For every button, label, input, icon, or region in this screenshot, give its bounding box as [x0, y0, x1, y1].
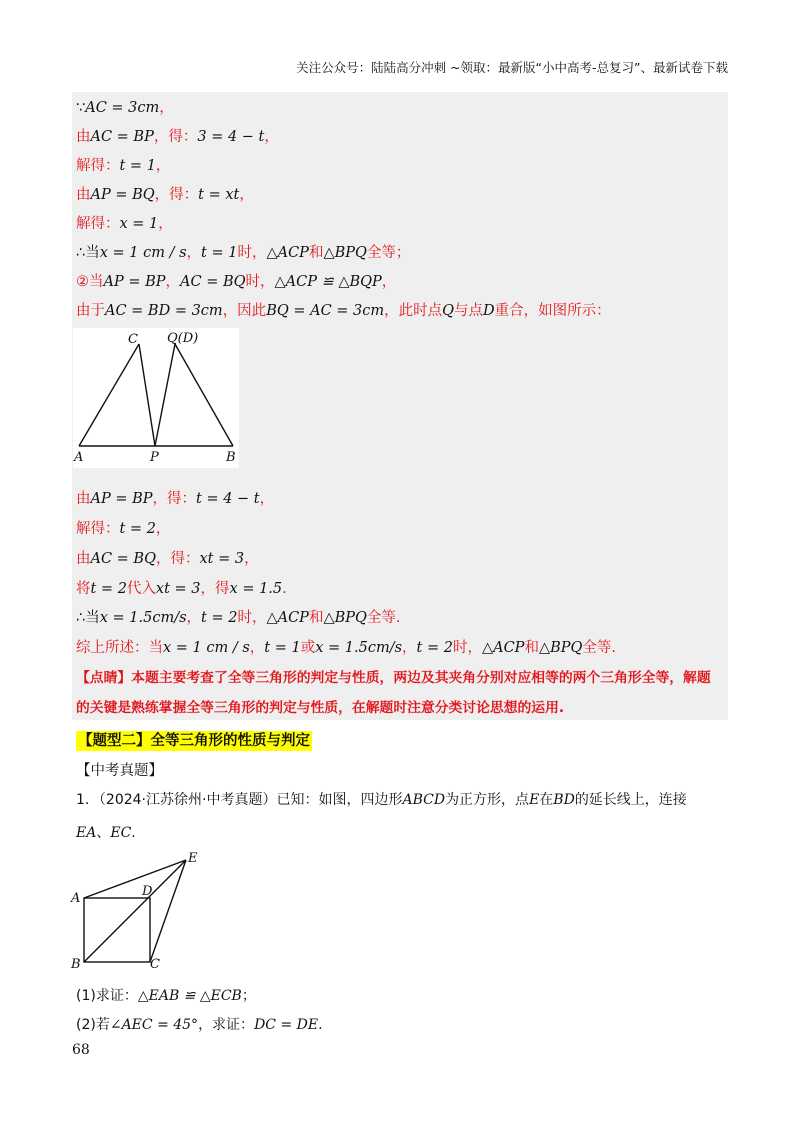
problem-number: 1． [76, 792, 99, 808]
label-a: A [71, 891, 81, 906]
solution-line-12: 将t = 2代入xt = 3，得x = 1.5. [76, 581, 287, 597]
problem-source: （2024·江苏徐州·中考真题） [98, 792, 277, 808]
label-p: P [150, 450, 159, 465]
solution-line-13: ∴当x = 1.5cm/s，t = 2时，△ACP和△BPQ全等. [76, 610, 401, 626]
label-e: E [188, 851, 198, 866]
page-number: 68 [72, 1042, 90, 1058]
problem-line-1: 1．（2024·江苏徐州·中考真题）已知：如图，四边形ABCD为正方形，点E在BD的延长线上，连接 [76, 792, 687, 808]
label-c: C [150, 957, 160, 972]
section-tag: 【题型二】全等三角形的性质与判定 [78, 733, 310, 749]
label-c: C [128, 332, 138, 347]
solution-line-11: 由AC = BQ，得：xt = 3， [76, 551, 259, 567]
problem-line-2: EA、EC. [76, 825, 136, 841]
segment-ae [84, 860, 186, 898]
solution-line-10: 解得：t = 2， [76, 521, 171, 537]
page-header: 关注公众号：陆陆高分冲刺 ~领取：最新版“小中高考-总复习”、最新试卷下载 [296, 60, 728, 75]
triangles-figure [73, 328, 239, 468]
segment-ce [150, 860, 186, 962]
label-d: D [142, 884, 153, 899]
figure-background [73, 328, 239, 468]
solution-line-14: 综上所述：当x = 1 cm / s，t = 1或x = 1.5cm/s，t = 2时，△ACP和△BPQ全等. [76, 640, 616, 656]
solution-line-6: ∴当x = 1 cm / s，t = 1时，△ACP和△BPQ全等； [76, 245, 411, 261]
comment-line-1: 【点睛】本题主要考查了全等三角形的判定与性质，两边及其夹角分别对应相等的两个三角形全等，解题 [76, 670, 711, 686]
question-2: (2)若∠AEC = 45°，求证：DC = DE. [76, 1017, 323, 1033]
segment-be [84, 860, 186, 962]
label-qd: Q(D) [167, 331, 199, 346]
solution-line-2: 由AC = BP，得：3 = 4 − t， [76, 129, 279, 145]
solution-line-3: 解得：t = 1， [76, 158, 171, 174]
solution-line-1: ∵AC = 3cm， [76, 100, 174, 116]
label-a: A [74, 450, 84, 465]
square-figure [70, 850, 210, 972]
solution-line-4: 由AP = BQ，得：t = xt， [76, 187, 254, 203]
solution-line-5: 解得：x = 1， [76, 216, 173, 232]
label-b: B [71, 957, 81, 972]
solution-line-7: ②当AP = BP，AC = BQ时，△ACP ≌ △BQP， [76, 274, 397, 290]
solution-line-9: 由AP = BP，得：t = 4 − t， [76, 491, 275, 507]
solution-line-8: 由于AC = BD = 3cm，因此BQ = AC = 3cm，此时点Q与点D重合，如图所示： [76, 303, 611, 319]
comment-line-2: 的关键是熟练掌握全等三角形的判定与性质，在解题时注意分类讨论思想的运用. [76, 700, 565, 716]
label-b: B [226, 450, 236, 465]
subheading: 【中考真题】 [76, 763, 163, 779]
question-1: (1)求证：△EAB ≌ △ECB； [76, 988, 256, 1004]
